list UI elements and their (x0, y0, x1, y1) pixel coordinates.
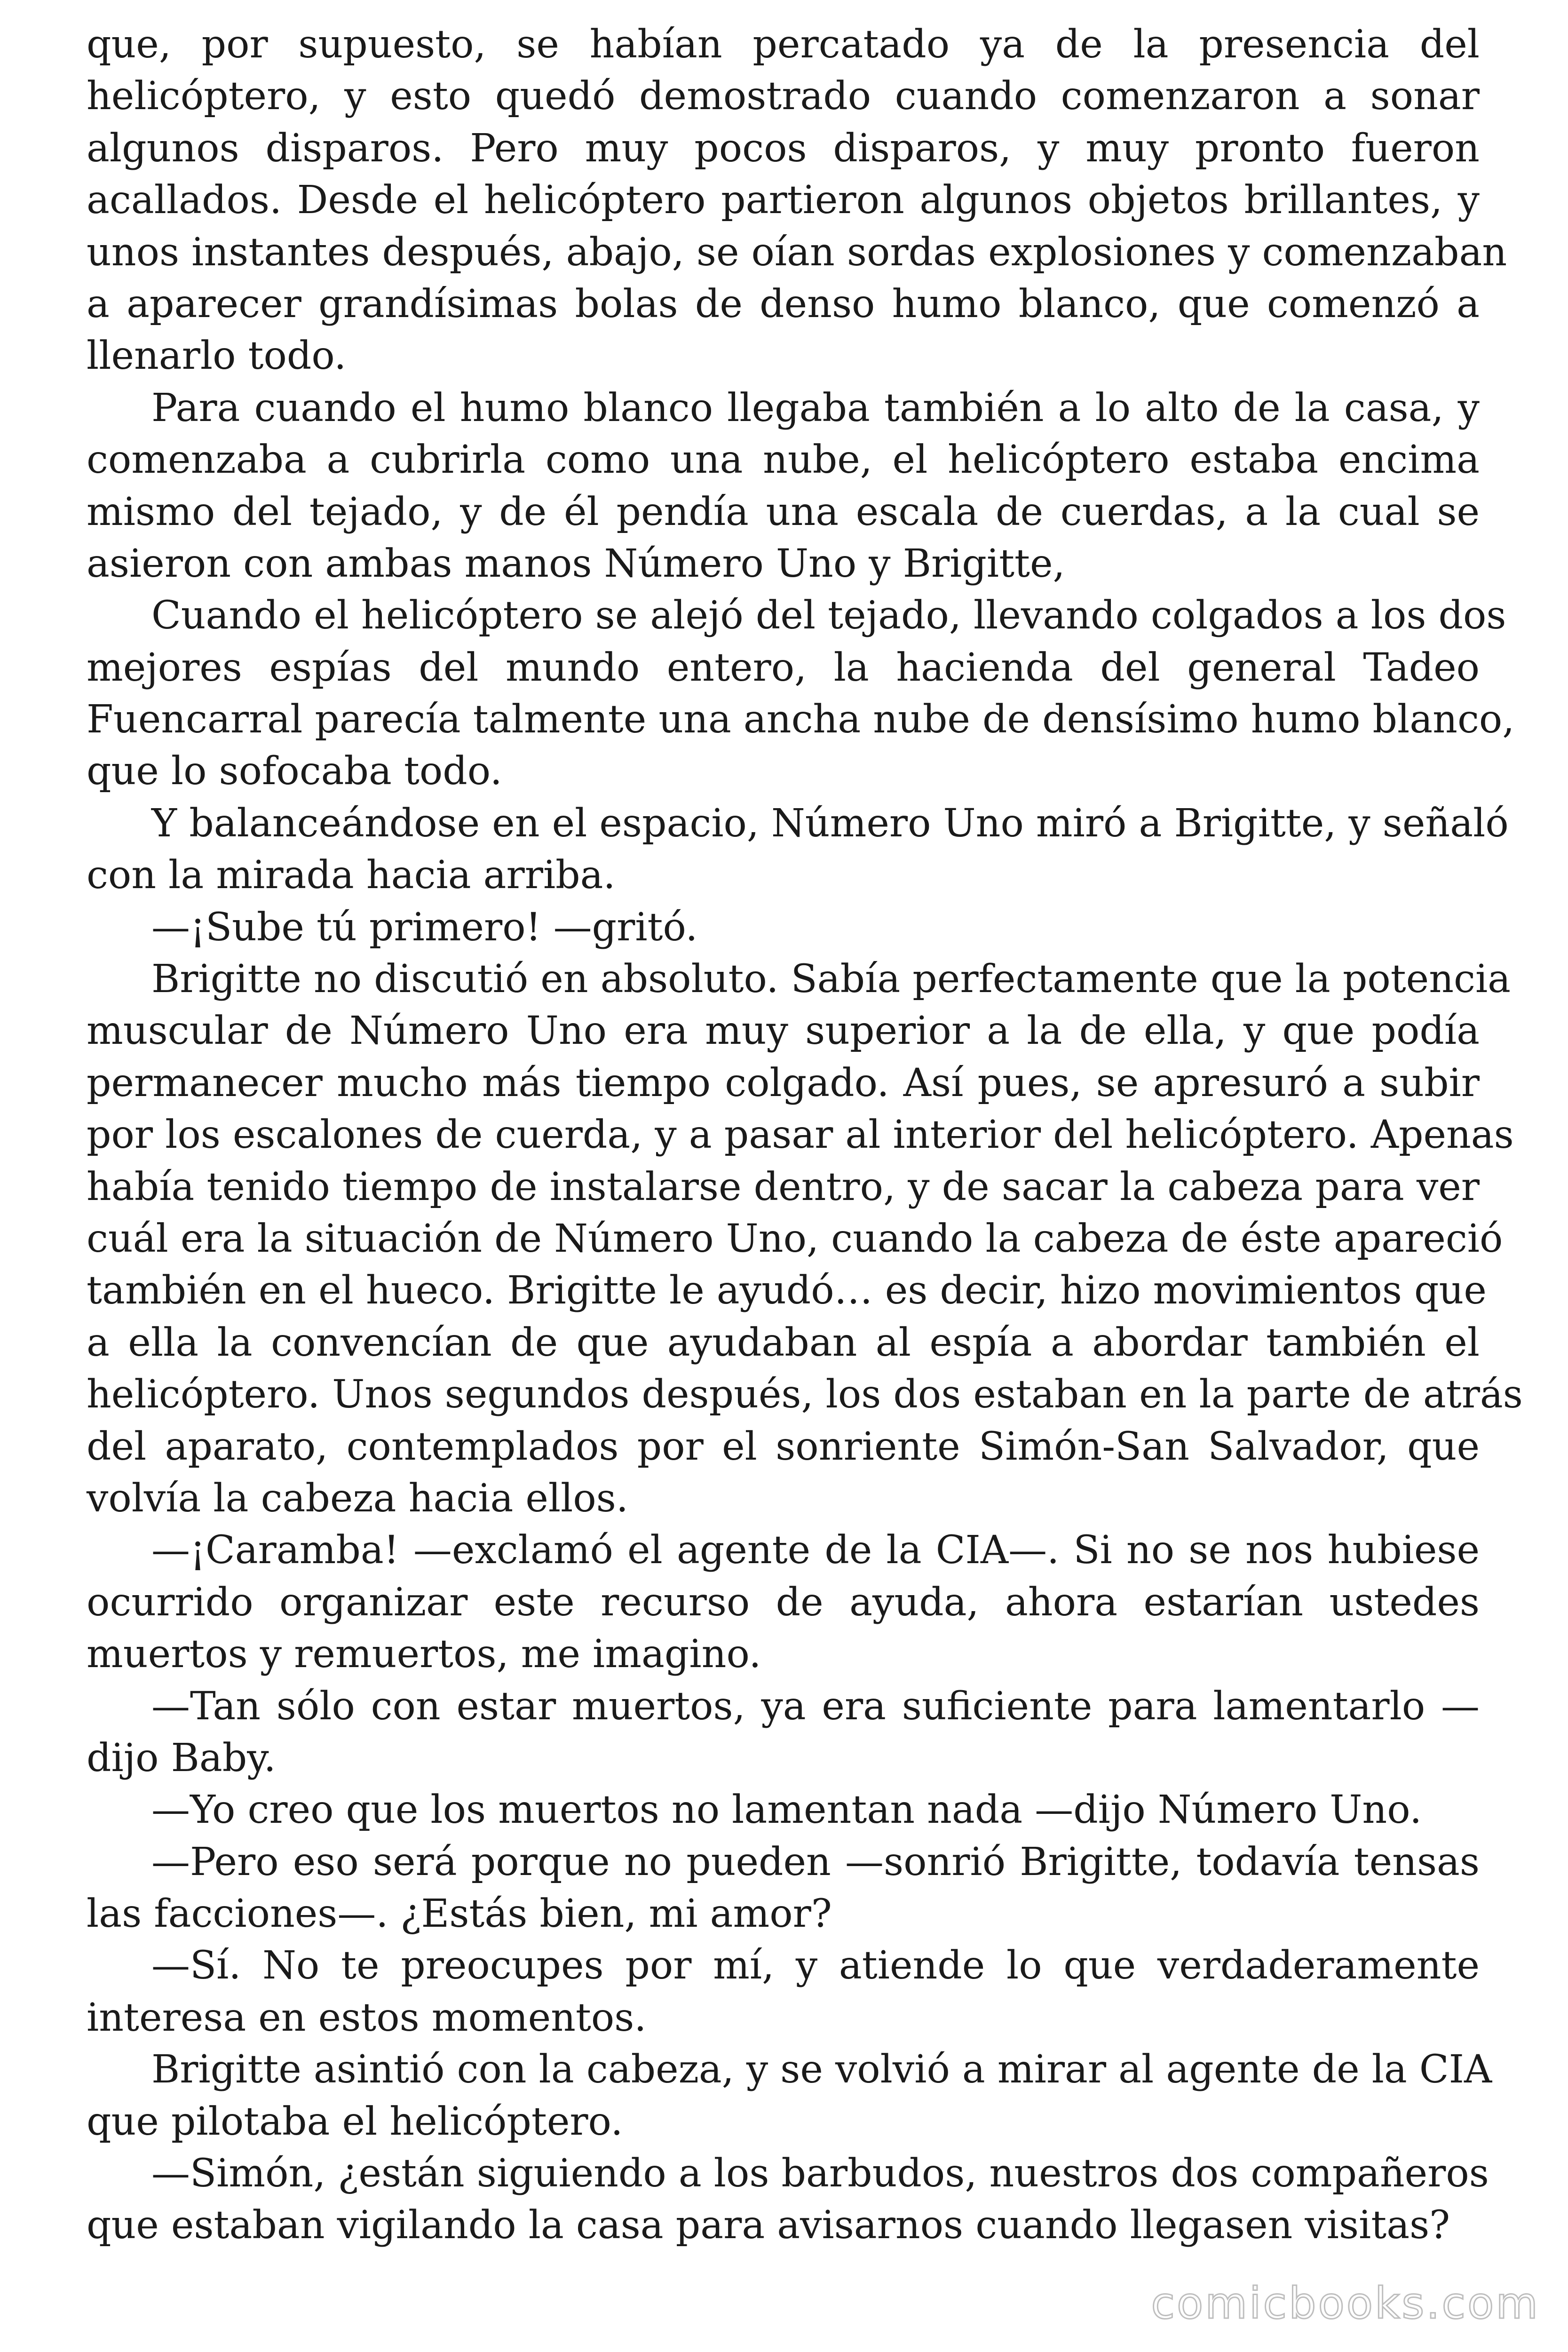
text-line: —Sí. No te preocupes por mí, y atiende lo que verdaderamente (151, 1943, 1480, 1988)
text-line: mismo del tejado, y de él pendía una escala de cuerdas, a la cual se (87, 489, 1480, 534)
text-line: comenzaba a cubrirla como una nube, el helicóptero estaba encima (87, 437, 1480, 483)
paragraph (87, 902, 1480, 954)
text-line: Brigitte no discutió en absoluto. Sabía perfectamente que la potencia (151, 957, 1511, 1002)
book-page (87, 19, 1523, 2252)
text-line: dijo Baby. (87, 1735, 276, 1780)
paragraph (87, 954, 1523, 1525)
text-line: —Tan sólo con estar muertos, ya era suficiente para lamentarlo — (151, 1684, 1480, 1729)
text-line: Cuando el helicóptero se alejó del tejado, llevando colgados a los dos (151, 593, 1506, 638)
paragraph (87, 1681, 1480, 1785)
text-line: que lo sofocaba todo. (87, 749, 502, 794)
text-line: llenarlo todo. (87, 334, 347, 379)
text-line: —¡Caramba! —exclamó el agente de la CIA—. Si no se nos hubiese (151, 1528, 1480, 1573)
text-line: muscular de Número Uno era muy superior a la de ella, y que podía (87, 1009, 1480, 1054)
paragraph (87, 798, 1509, 902)
text-line: helicóptero. Unos segundos después, los dos estaban en la parte de atrás (87, 1372, 1523, 1417)
text-line: —Simón, ¿están siguiendo a los barbudos, nuestros dos compañeros (151, 2151, 1489, 2196)
text-line: mejores espías del mundo entero, la hacienda del general Tadeo (87, 645, 1480, 690)
text-line: Y balanceándose en el espacio, Número Uno miró a Brigitte, y señaló (151, 801, 1509, 846)
text-line: interesa en estos momentos. (87, 1995, 647, 2040)
paragraph (87, 590, 1515, 798)
text-line: asieron con ambas manos Número Uno y Brigitte, (87, 541, 1065, 586)
text-line: acallados. Desde el helicóptero partieron algunos objetos brillantes, y (87, 178, 1480, 223)
text-line: —Pero eso será porque no pueden —sonrió Brigitte, todavía tensas (151, 1839, 1480, 1884)
text-line: con la mirada hacia arriba. (87, 853, 616, 898)
watermark: comicbooks.com (1151, 2278, 1540, 2328)
text-line: muertos y remuertos, me imagino. (87, 1632, 761, 1677)
paragraph (87, 1940, 1480, 2044)
text-line: a ella la convencían de que ayudaban al espía a abordar también el (87, 1320, 1480, 1365)
text-body (87, 19, 1523, 2252)
paragraph (87, 1784, 1480, 1836)
paragraph (87, 1836, 1480, 1940)
text-line: —¡Sube tú primero! —gritó. (151, 905, 698, 950)
text-line: Fuencarral parecía talmente una ancha nube de densísimo humo blanco, (87, 697, 1515, 742)
text-line: a aparecer grandísimas bolas de denso humo blanco, que comenzó a (87, 281, 1480, 326)
text-line: que pilotaba el helicóptero. (87, 2099, 623, 2144)
text-line: ocurrido organizar este recurso de ayuda, ahora estarían ustedes (87, 1580, 1480, 1625)
text-line: —Yo creo que los muertos no lamentan nada —dijo Número Uno. (151, 1788, 1422, 1833)
text-line: había tenido tiempo de instalarse dentro, y de sacar la cabeza para ver (87, 1164, 1480, 1209)
text-line: Brigitte asintió con la cabeza, y se volvió a mirar al agente de la CIA (151, 2047, 1492, 2092)
paragraph (87, 1525, 1480, 1680)
text-line: las facciones—. ¿Estás bien, mi amor? (87, 1891, 832, 1937)
text-line: que, por supuesto, se habían percatado ya de la presencia del (87, 22, 1480, 67)
text-line: que estaban vigilando la casa para avisarnos cuando llegasen visitas? (87, 2203, 1450, 2248)
text-line: por los escalones de cuerda, y a pasar al interior del helicóptero. Apenas (87, 1112, 1514, 1158)
text-line: cuál era la situación de Número Uno, cuando la cabeza de éste apareció (87, 1216, 1503, 1261)
text-line: Para cuando el humo blanco llegaba también a lo alto de la casa, y (151, 385, 1480, 430)
paragraph (87, 2044, 1492, 2148)
paragraph (87, 19, 1507, 382)
text-line: helicóptero, y esto quedó demostrado cuando comenzaron a sonar (87, 74, 1480, 119)
text-line: volvía la cabeza hacia ellos. (87, 1476, 628, 1521)
text-line: del aparato, contemplados por el sonriente Simón-San Salvador, que (87, 1424, 1480, 1469)
paragraph (87, 382, 1480, 590)
text-line: algunos disparos. Pero muy pocos disparos, y muy pronto fueron (87, 126, 1480, 171)
text-line: también en el hueco. Brigitte le ayudó… es decir, hizo movimientos que (87, 1268, 1487, 1313)
paragraph (87, 2148, 1489, 2252)
text-line: unos instantes después, abajo, se oían sordas explosiones y comenzaban (87, 230, 1507, 275)
text-line: permanecer mucho más tiempo colgado. Así pues, se apresuró a subir (87, 1060, 1480, 1105)
